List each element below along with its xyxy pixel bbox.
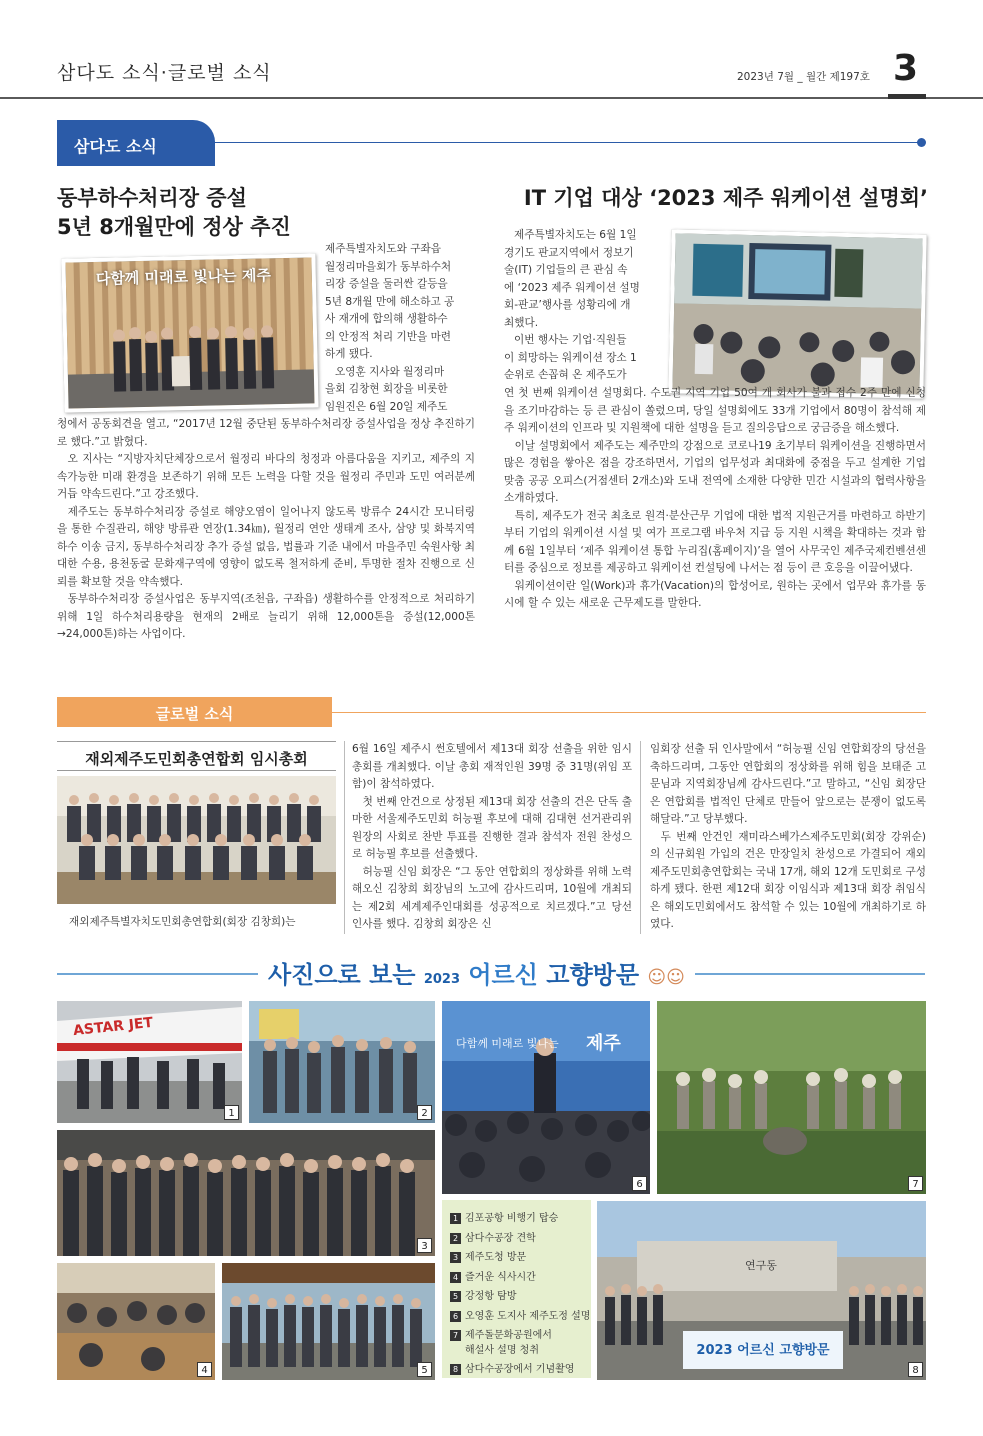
page-number: 3 xyxy=(893,48,919,89)
article1-lead-line: 하게 됐다. xyxy=(325,348,373,360)
photo1-sign: ASTAR JET xyxy=(72,1014,154,1040)
article2-lead-line: 경기도 판교지역에서 정보기 xyxy=(504,246,634,259)
section-tab-global: 글로벌 소식 xyxy=(57,697,332,727)
legend-item xyxy=(450,1326,583,1343)
legend-text: 즐거운 식사시간 xyxy=(465,1271,536,1283)
section-rule-global xyxy=(332,712,926,713)
article1-headline-line1: 동부하수처리장 증설 xyxy=(57,186,247,210)
article1-lead xyxy=(325,241,475,416)
article1-headline xyxy=(57,184,477,242)
photo6-banner-a: 다함께 미래로 빛나는 xyxy=(456,1037,559,1050)
gallery-title xyxy=(258,955,695,993)
article2-photo xyxy=(668,229,926,398)
article1-body xyxy=(57,416,475,644)
photo-number: 2 xyxy=(417,1105,432,1120)
article1-headline-line2: 5년 8개월만에 정상 추진 xyxy=(57,215,291,239)
column-divider xyxy=(344,741,345,934)
gallery-legend xyxy=(442,1200,591,1378)
legend-item xyxy=(450,1268,583,1288)
column-divider xyxy=(640,741,641,934)
article3-col2 xyxy=(352,741,632,934)
section-tab-samdado: 삼다도 소식 xyxy=(57,120,215,166)
article2-lead-line: 순위로 손꼽혀 온 제주도가 xyxy=(504,369,627,381)
article3-photo xyxy=(57,776,336,904)
photo-number: 3 xyxy=(417,1238,432,1253)
article2-lead-line: 이번 행사는 기업·직원들 xyxy=(514,334,627,346)
photo8-banner: 2023 어르신 고향방문 xyxy=(696,1343,830,1358)
article3-paragraph: 두 번째 안건인 재미라스베가스제주도민회(회장 강위순)의 신규회원 가입의 건은 만장일치 찬성으로 가결되어 재외제주도민회총연합회는 국내 17개, 해외 12개 도민회로 구성하게 됐다. 한편 제12대 회장 이임식과 제13대 회장 취임식은 해외도민회에서도 참석할 수 있는 10월에 개최하기로 하였다. xyxy=(650,830,926,930)
gallery-title-suffix: 고향방문 xyxy=(546,961,640,989)
section-header-title: 삼다도 소식·글로벌 소식 xyxy=(57,62,272,84)
gallery-title-mid: 어르신 xyxy=(468,961,538,989)
legend-text: 제주돌문화공원에서 xyxy=(465,1330,552,1341)
gallery-photo-1 xyxy=(57,1001,242,1123)
legend-item xyxy=(450,1307,591,1327)
article1-lead-line: 리장 증설을 둘러싼 갈등을 xyxy=(325,278,448,290)
legend-item-continued xyxy=(450,1343,583,1360)
article1-lead-line: 월정리마을회가 동부하수처 xyxy=(325,260,452,273)
legend-number: 2 xyxy=(450,1233,461,1244)
article1-photo-banner: 다함께 미래로 빛나는 제주 xyxy=(95,266,272,288)
gallery-title-year: 2023 xyxy=(423,972,461,987)
page-number-underline xyxy=(888,94,926,99)
article3-paragraph: 허능필 신임 회장은 “그 동안 연합회의 정상화를 위해 노력해오신 김창희 회장님의 노고에 감사드리며, 10월에 개최되는 제2회 세계제주인대회를 성공적으로 치르겠다.”고 당선 인사를 했다. 김창희 회장은 신 xyxy=(352,865,632,930)
legend-item xyxy=(450,1248,583,1268)
article3-paragraph: 6월 16일 제주시 썬호텔에서 제13대 회장 선출을 위한 임시총회를 개최했다. 이날 총회 재적인원 39명 중 31명(위임 포함)이 참석하였다. xyxy=(352,743,632,790)
legend-item xyxy=(450,1287,583,1307)
gallery-photo-3 xyxy=(57,1130,435,1256)
legend-number: 1 xyxy=(450,1213,461,1224)
legend-number: 3 xyxy=(450,1252,461,1263)
article1-lead-line: 5년 8개월 만에 해소하고 공 xyxy=(325,295,455,308)
article2-paragraph: 워케이션이란 일(Work)과 휴가(Vacation)의 합성어로, 원하는 곳에서 업무와 휴가를 동시에 할 수 있는 새로운 근무제도를 말한다. xyxy=(504,579,926,609)
legend-text: 오영훈 도지사 제주도정 설명 xyxy=(465,1310,591,1322)
article1-lead-line: 임원진은 6월 20일 제주도 xyxy=(325,400,448,413)
photo-number: 7 xyxy=(908,1176,923,1191)
photo-number: 4 xyxy=(197,1362,212,1377)
elderly-couple-icon: ☺☺ xyxy=(647,967,685,988)
article2-paragraph: 특히, 제주도가 전국 최초로 원격·분산근무 기업에 대한 법적 지원근거를 마련하고 하반기부터 기업의 워케이션 시설 및 여가 프로그램 바우처 지급 등 지원 시책을 확대하는 것과 함께 6월 1일부터 ‘제주 워케이션 통합 누리집(홈페이지)’을 열어 사무국인 제주국제컨벤션센터를 중심으로 정보를 제공하고 워케이션 컨설팅에 나서는 점 등이 큰 호응을 이끌어냈다. xyxy=(504,509,926,574)
header-rule xyxy=(0,97,983,99)
legend-item xyxy=(450,1360,583,1380)
article1-lead-line: 의 안정적 처리 기반을 마련 xyxy=(325,330,452,343)
legend-item xyxy=(450,1229,583,1249)
article1-paragraph: 청에서 공동회견을 열고, “2017년 12월 중단된 동부하수처리장 증설사업을 정상 추진하기로 했다.”고 밝혔다. xyxy=(57,418,475,448)
article3-paragraph: 임회장 선출 뒤 인사말에서 “허능필 신임 연합회장의 당선을 축하드리며, 그동안 연합회의 정상화를 위해 힘을 보태준 고문님과 지역회장님께 감사드린다.”고 말하고, “신임 회장단은 연합회를 법적인 단체로 만들어 앞으로는 분쟁이 없도록 해달라.”고 당부했다. xyxy=(650,743,926,825)
gallery-photo-4 xyxy=(57,1263,215,1380)
article2-lead-line: 이 희망하는 워케이션 장소 1 xyxy=(504,351,637,364)
gallery-photo-8 xyxy=(597,1201,926,1380)
legend-text: 삼다수공장 견학 xyxy=(465,1232,536,1244)
article1-paragraph: 오 지사는 “지방자치단체장으로서 월정리 바다의 청정과 아름다움을 지키고, 제주의 지속가능한 미래 환경을 보존하기 위해 모든 노력을 다할 것을 월정리 주민과 도민 여러분께 거듭 약속드린다.”고 강조했다. xyxy=(57,453,475,500)
gallery-photo-7 xyxy=(657,1001,926,1194)
article3-paragraph: 첫 번째 안건으로 상정된 제13대 회장 선출의 건은 단독 출마한 서울제주도민회 허능필 후보에 대해 김대현 선거관리위원장의 사회로 찬반 투표를 진행한 결과 참석자 전원 찬성으로 허능필 후보를 선출했다. xyxy=(352,795,632,860)
section-rule-dot xyxy=(917,138,926,147)
article1-lead-line: 을회 김창현 회장을 비롯한 xyxy=(325,383,448,395)
legend-text: 제주도청 방문 xyxy=(465,1252,527,1263)
issue-info: 2023년 7월 _ 월간 제197호 xyxy=(737,71,870,83)
legend-text: 해설사 설명 청취 xyxy=(465,1345,539,1356)
article3-caption: 재외제주특별자치도민회총연합회(회장 김창희)는 xyxy=(69,916,296,928)
legend-number: 6 xyxy=(450,1311,461,1322)
article2-lead-line: 에 ‘2023 제주 워케이션 설명 xyxy=(504,281,640,294)
section-rule xyxy=(215,142,920,143)
photo8-building-sign: 연구동 xyxy=(745,1259,777,1272)
legend-number: 8 xyxy=(450,1364,461,1375)
legend-number: 5 xyxy=(450,1291,461,1302)
gallery-photo-5 xyxy=(222,1263,435,1380)
photo-number: 1 xyxy=(224,1105,239,1120)
gallery-photo-6 xyxy=(442,1001,650,1194)
article2-paragraph: 이날 설명회에서 제주도는 제주만의 강점으로 코로나19 초기부터 워케이션을 진행하면서 많은 경험을 쌓아온 점을 강조하면서, 기업의 업무성과 최대화에 중점을 두고 설계한 기업 맞춤 공공 오피스(거점센터 2개소)와 도내 전역에 소재한 다양한 민간 시설과의 협력사항을 소개하였다. xyxy=(504,439,926,504)
photo6-banner-b: 제주 xyxy=(586,1033,621,1054)
article1-lead-line: 제주특별자치도와 구좌읍 xyxy=(325,243,441,255)
article1-paragraph: 동부하수처리장 증설사업은 동부지역(조천읍, 구좌읍) 생활하수를 안정적으로 처리하기 위해 1일 하수처리용량을 현재의 2배로 늘리기 위해 12,000톤을 증설(12,000톤→24,000톤)하는 사업이다. xyxy=(57,593,475,640)
legend-number: 4 xyxy=(450,1272,461,1283)
legend-number: 7 xyxy=(450,1330,461,1341)
article2-lead-line: 술(IT) 기업들의 큰 관심 속 xyxy=(504,264,628,276)
legend-text: 삼다수공장에서 기념촬영 xyxy=(465,1364,575,1375)
article1-lead-line: 오영훈 지사와 월정리마 xyxy=(335,365,445,378)
gallery-photo-2 xyxy=(249,1001,435,1123)
article1-photo xyxy=(61,253,318,412)
article2-headline: IT 기업 대상 ‘2023 제주 워케이션 설명회’ xyxy=(523,186,928,210)
photo-number: 8 xyxy=(908,1362,923,1377)
gallery-title-prefix: 사진으로 보는 xyxy=(268,961,416,989)
article3-col3 xyxy=(650,741,926,934)
article3-subhead: 재외제주도민회총연합회 임시총회 xyxy=(57,741,336,771)
article2-lead-line: 회-판교’행사를 성황리에 개 xyxy=(504,299,631,311)
legend-item xyxy=(450,1209,583,1229)
article2-lead xyxy=(504,227,658,385)
photo-number: 5 xyxy=(417,1362,432,1377)
photo-number: 6 xyxy=(632,1176,647,1191)
legend-text: 강정항 탐방 xyxy=(465,1291,517,1302)
article1-lead-line: 사 재개에 합의해 생활하수 xyxy=(325,313,448,325)
legend-text: 김포공항 비행기 탑승 xyxy=(465,1213,559,1224)
article1-paragraph: 제주도는 동부하수처리장 증설로 해양오염이 일어나지 않도록 방류수 24시간 모니터링을 통한 수질관리, 해양 방류관 연장(1.34㎞), 월정리 연안 생태계 조사, 삼양 및 화북지역 하수 이송 금지, 동부하수처리장 추가 증설 없음, 법률과 기준 내에서 마을주민 숙원사항 최대한 수용, 용천동굴 문화재구역에 영향이 없도록 철저하게 준비, 투명한 절차 진행으로 신뢰를 확보할 것을 약속했다. xyxy=(57,505,475,588)
article2-lead-line: 최했다. xyxy=(504,316,539,329)
article2-body xyxy=(504,385,926,613)
article2-paragraph: 연 첫 번째 워케이션 설명회다. 수도권 지역 기업 50여 개 회사가 불과 접수 2주 만에 신청을 조기마감하는 등 큰 관심이 쏠렸으며, 당일 설명회에도 33개 기업에서 80명이 참석해 제주 워케이션의 인프라 및 지원책에 대한 설명을 듣고 질의응답으로 궁금증을 해소했다. xyxy=(504,387,926,434)
article2-lead-line: 제주특별자치도는 6월 1일 xyxy=(514,229,637,241)
